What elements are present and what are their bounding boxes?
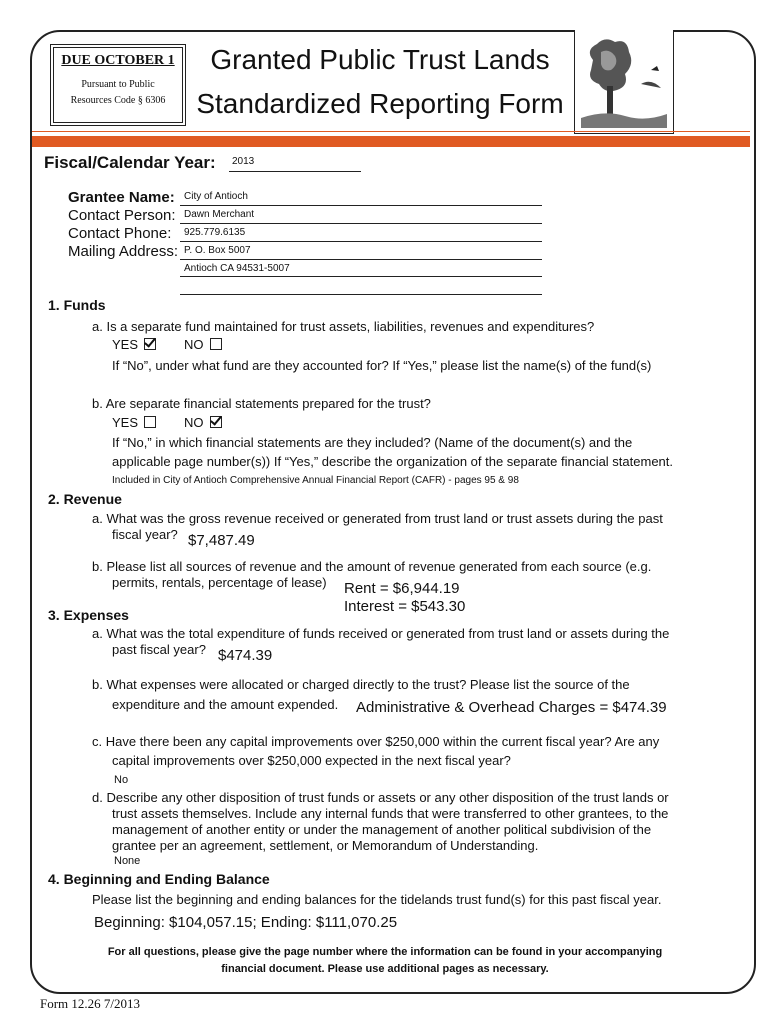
- revenue-b-question-1: b. Please list all sources of revenue and the amount of revenue generated from each source (e.g.: [92, 559, 652, 574]
- mailing-address-underline-1: [180, 259, 542, 260]
- pursuant-line-1: Pursuant to Public: [81, 79, 155, 90]
- mailing-address-underline-2: [180, 276, 542, 277]
- revenue-a-answer[interactable]: $7,487.49: [188, 532, 255, 549]
- funds-a-question: a. Is a separate fund maintained for trust assets, liabilities, revenues and expenditures?: [92, 319, 595, 334]
- due-date-box: [50, 44, 186, 126]
- revenue-a-question-2: fiscal year?: [112, 527, 178, 542]
- funds-b-no-checkbox[interactable]: [210, 416, 222, 428]
- revenue-b-question-2: permits, rentals, percentage of lease): [112, 575, 327, 590]
- revenue-b-answer-interest[interactable]: Interest = $543.30: [344, 598, 466, 615]
- funds-b-no-label: NO: [184, 415, 204, 430]
- contact-person-label: Contact Person:: [68, 207, 176, 224]
- mailing-address-line-2[interactable]: Antioch CA 94531-5007: [184, 263, 290, 274]
- revenue-b-answer-rent[interactable]: Rent = $6,944.19: [344, 580, 460, 597]
- contact-phone-underline: [180, 241, 542, 242]
- fiscal-year-label: Fiscal/Calendar Year:: [44, 153, 216, 172]
- mailing-address-underline-3: [180, 294, 542, 295]
- expenses-d-question-1: d. Describe any other disposition of trust funds or assets or any other disposition of the trust lands or: [92, 790, 669, 805]
- mailing-address-label: Mailing Address:: [68, 243, 179, 260]
- funds-b-question: b. Are separate financial statements prepared for the trust?: [92, 396, 431, 411]
- funds-a-yes-checkbox[interactable]: [144, 338, 156, 350]
- funds-a-followup: If “No”, under what fund are they accounted for? If “Yes,” please list the name(s) of the fund(s): [112, 358, 652, 373]
- fiscal-year-value[interactable]: 2013: [232, 156, 255, 167]
- expenses-a-question-2: past fiscal year?: [112, 642, 206, 657]
- expenses-b-question-2: expenditure and the amount expended.: [112, 697, 339, 712]
- header-divider-thin: [32, 131, 750, 132]
- funds-b-answer[interactable]: Included in City of Antioch Comprehensive Annual Financial Report (CAFR) - pages 95 & 98: [112, 475, 519, 486]
- funds-b-yes[interactable]: [112, 413, 156, 432]
- expenses-a-answer[interactable]: $474.39: [218, 647, 273, 664]
- pursuant-line-2: Resources Code § 6306: [70, 95, 166, 106]
- expenses-a-question-1: a. What was the total expenditure of funds received or generated from trust land or assets during the: [92, 626, 670, 641]
- funds-b-followup-2: applicable page number(s)) If “Yes,” describe the organization of the separate financial statement.: [112, 454, 674, 469]
- expenses-d-question-2: trust assets themselves. Include any internal funds that were transferred to other grantees, to the: [112, 806, 669, 821]
- header-divider-bar: [32, 136, 750, 147]
- expenses-heading: 3. Expenses: [48, 607, 129, 623]
- mailing-address-line-1[interactable]: P. O. Box 5007: [184, 245, 251, 256]
- tree-logo-image: [574, 30, 674, 134]
- funds-b-yes-checkbox[interactable]: [144, 416, 156, 428]
- funds-b-yes-label: YES: [112, 415, 139, 430]
- pursuant-text: [51, 77, 185, 109]
- form-number: Form 12.26 7/2013: [40, 996, 144, 1012]
- revenue-a-question-1: a. What was the gross revenue received or generated from trust land or trust assets during the past: [92, 511, 663, 526]
- expenses-b-answer[interactable]: Administrative & Overhead Charges = $474.39: [356, 699, 667, 716]
- revenue-heading: 2. Revenue: [48, 491, 122, 507]
- expenses-d-answer[interactable]: None: [114, 855, 141, 867]
- funds-heading: 1. Funds: [48, 297, 106, 313]
- balance-heading: 4. Beginning and Ending Balance: [48, 871, 270, 887]
- funds-a-no[interactable]: [184, 335, 222, 354]
- form-title-line-1: Granted Public Trust Lands: [210, 44, 550, 75]
- form-title-line-2: Standardized Reporting Form: [196, 88, 564, 119]
- contact-phone-value[interactable]: 925.779.6135: [184, 227, 246, 238]
- contact-phone-label: Contact Phone:: [68, 225, 172, 242]
- fiscal-year-underline: [229, 171, 361, 172]
- funds-b-no[interactable]: [184, 413, 222, 432]
- due-date-title: DUE OCTOBER 1: [61, 53, 175, 68]
- expenses-c-question-1: c. Have there been any capital improvements over $250,000 within the current fiscal year? Are any: [92, 734, 660, 749]
- balance-answer[interactable]: Beginning: $104,057.15; Ending: $111,070.25: [94, 914, 398, 931]
- balance-question: Please list the beginning and ending balances for the tidelands trust fund(s) for this past fiscal year.: [92, 892, 662, 907]
- grantee-name-underline: [180, 205, 542, 206]
- grantee-name-value[interactable]: City of Antioch: [184, 191, 248, 202]
- expenses-c-answer[interactable]: No: [114, 774, 129, 786]
- footer-note-line-1: For all questions, please give the page number where the information can be found in your accompanying: [107, 946, 663, 958]
- funds-b-followup-1: If “No,” in which financial statements are they included? (Name of the document(s) and the: [112, 435, 633, 450]
- signature-line: [200, 992, 547, 993]
- expenses-b-question-1: b. What expenses were allocated or charged directly to the trust? Please list the source of the: [92, 677, 630, 692]
- expenses-d-question-4: grantee per an agreement, settlement, or Memorandum of Understanding.: [112, 838, 539, 853]
- expenses-c-question-2: capital improvements over $250,000 expected in the next fiscal year?: [112, 753, 511, 768]
- contact-person-underline: [180, 223, 542, 224]
- funds-a-no-checkbox[interactable]: [210, 338, 222, 350]
- grantee-name-label: Grantee Name:: [68, 189, 175, 206]
- funds-a-yes[interactable]: [112, 335, 156, 354]
- expenses-d-question-3: management of another entity or under the management of another political subdivision of the: [112, 822, 652, 837]
- footer-note-line-2: financial document. Please use additional pages as necessary.: [221, 963, 549, 975]
- funds-a-no-label: NO: [184, 337, 204, 352]
- contact-person-value[interactable]: Dawn Merchant: [184, 209, 255, 220]
- funds-a-yes-label: YES: [112, 337, 139, 352]
